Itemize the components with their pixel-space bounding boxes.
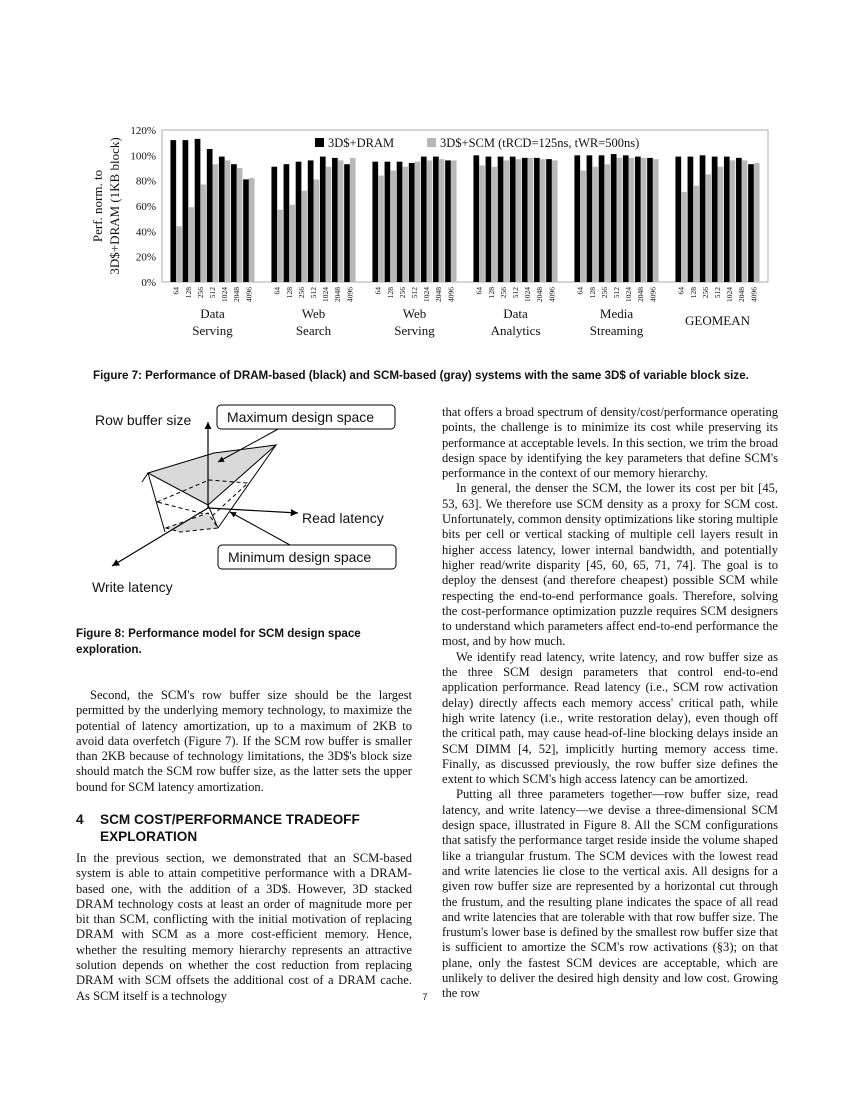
x-tick-label: 256: [700, 287, 710, 299]
bar-dram: [271, 167, 277, 282]
bar-scm: [390, 171, 396, 282]
x-tick-label: 1024: [220, 287, 230, 302]
bar-scm: [188, 207, 194, 282]
x-tick-label: 512: [410, 287, 419, 299]
bar-scm: [552, 160, 558, 282]
x-tick-label: 64: [272, 287, 282, 295]
bar-dram: [284, 164, 290, 282]
paragraph: that offers a broad spectrum of density/cost/performance operating points, the challenge is to minimize its cost while preserving its performance at acceptable levels. In this section, we trim the broad design space by identifying the key parameters that define SCM's performance in the context of our memory hierarchy.: [442, 405, 778, 481]
bars: [170, 139, 759, 282]
y-axis-label: [90, 137, 122, 274]
bar-scm: [427, 160, 433, 282]
bar-dram: [700, 155, 706, 282]
x-tick-label: 256: [498, 287, 508, 299]
x-tick-label: 4096: [244, 287, 254, 302]
x-tick-label: 128: [284, 287, 294, 299]
bar-dram: [421, 157, 427, 282]
legend-swatch: [315, 138, 324, 147]
x-tick-label: 4096: [345, 287, 355, 302]
bar-scm: [439, 159, 445, 282]
x-tick-label: 1024: [321, 287, 331, 302]
x-tick-label: 512: [309, 287, 318, 299]
x-tick-labels: [172, 287, 759, 338]
section-4-heading: [76, 811, 412, 845]
bar-scm: [754, 163, 760, 282]
bar-scm: [491, 167, 497, 282]
bar-scm: [718, 167, 724, 282]
bar-scm: [629, 158, 635, 282]
bar-scm: [314, 179, 320, 282]
bar-scm: [693, 186, 699, 282]
y-tick-label: 80%: [135, 175, 156, 188]
bar-scm: [249, 178, 255, 282]
label-min-design-space: Minimum design space: [228, 549, 372, 565]
bar-scm: [350, 158, 356, 282]
bar-scm: [451, 160, 457, 282]
bar-dram: [599, 155, 605, 282]
bar-scm: [338, 160, 344, 282]
bar-scm: [730, 160, 736, 282]
x-tick-label: 2048: [535, 287, 545, 302]
y-tick-label: 0%: [141, 277, 156, 289]
x-tick-label: 2048: [232, 287, 242, 302]
group-label: Web: [301, 306, 326, 321]
left-column-top: [76, 688, 412, 795]
bar-dram: [170, 140, 176, 282]
paragraph: We identify read latency, write latency, and row buffer size as the three SCM design parameters that control end-to-end application performance. Read latency (i.e., SCM row activation delay) directly affects each memory access' critical path, while high write latency (i.e., write restoration delay), even though off the critical path, may cause head-of-line blocking delays inside an SCM DIMM [4, 52], implicitly hurting memory access time. Finally, as discussed previously, the row buffer size defines the extent to which SCM's high access latency can be amortized.: [442, 649, 778, 787]
y-tick-label: 60%: [135, 201, 156, 213]
x-tick-label: 4096: [446, 287, 456, 302]
y-tick-label: 120%: [130, 125, 156, 137]
bar-dram: [611, 154, 617, 282]
bar-scm: [415, 162, 421, 282]
x-tick-label: 1024: [523, 287, 533, 302]
bar-dram: [231, 164, 237, 282]
bar-dram: [296, 162, 302, 282]
bar-dram: [712, 157, 718, 282]
x-tick-label: 256: [599, 287, 609, 299]
bar-scm: [653, 159, 659, 282]
bar-dram: [397, 162, 403, 282]
y-tick-label: 40%: [135, 226, 156, 239]
bar-dram: [332, 158, 338, 282]
paragraph: In the previous section, we demonstrated that an SCM-based system is able to attain competitive performance with a DRAM-based one, with the addition of a 3D$. However, 3D stacked DRAM technology costs at least an order of magnitude more per bit than SCM, conflicting with the initial motivation of replacing DRAM with SCM as a more cost-efficient memory. Hence, whether the resulting memory hierarchy represents an attractive solution depends on whether the cost reduction from replacing DRAM with SCM offsets the additional cost of a DRAM cache. As SCM itself is a technology: [76, 851, 412, 1003]
bar-scm: [301, 191, 307, 282]
x-tick-label: 128: [587, 287, 597, 299]
bar-scm: [200, 184, 206, 282]
bar-dram: [473, 155, 479, 282]
bar-dram: [486, 157, 492, 282]
figure-8-caption: Figure 8: Performance model for SCM design space exploration.: [76, 627, 361, 656]
bar-dram: [243, 179, 249, 282]
group-label: Serving: [192, 323, 233, 338]
legend-swatch: [427, 138, 436, 147]
bar-scm: [604, 164, 610, 282]
bar-scm: [402, 167, 408, 282]
group-label: Data: [200, 306, 225, 321]
x-tick-label: 2048: [434, 287, 444, 302]
bar-scm: [580, 171, 586, 282]
x-tick-label: 64: [575, 287, 585, 295]
x-tick-label: 4096: [749, 287, 759, 302]
bar-dram: [320, 157, 326, 282]
x-tick-label: 128: [486, 287, 496, 299]
page-number: 7: [422, 992, 428, 1002]
bar-scm: [176, 226, 182, 282]
bar-dram: [574, 155, 580, 282]
x-tick-label: 512: [511, 287, 520, 299]
bar-dram: [587, 155, 593, 282]
bar-dram: [183, 140, 189, 282]
y-axis-label-line: 3D$+DRAM (1KB block): [107, 137, 122, 275]
figure-7-caption: Figure 7: Performance of DRAM-based (black) and SCM-based (gray) systems with the same 3D$ of variable block size.: [93, 369, 749, 382]
axis-label-write-latency: Write latency: [92, 579, 173, 595]
section-title-line2: EXPLORATION: [100, 829, 198, 844]
group-label: Media: [599, 306, 634, 321]
bar-scm: [237, 168, 243, 282]
bar-dram: [748, 164, 754, 282]
x-tick-label: 512: [612, 287, 621, 299]
y-tick-label: 20%: [135, 251, 156, 264]
bar-scm: [289, 205, 295, 282]
bar-scm: [641, 158, 647, 282]
bar-dram: [219, 157, 225, 282]
section-number: 4: [76, 812, 84, 827]
section-title-line1: SCM COST/PERFORMANCE TRADEOFF: [100, 812, 360, 827]
bar-dram: [433, 157, 439, 282]
bar-scm: [277, 210, 283, 282]
group-label: Data: [503, 306, 528, 321]
bar-dram: [498, 157, 504, 282]
x-tick-label: 512: [208, 287, 217, 299]
x-tick-label: 256: [296, 287, 306, 299]
bar-dram: [688, 157, 694, 282]
bar-scm: [681, 192, 687, 282]
left-column-bottom: [76, 851, 412, 1004]
x-tick-label: 64: [474, 287, 484, 295]
group-label: GEOMEAN: [685, 313, 750, 328]
x-tick-label: 4096: [547, 287, 557, 302]
x-tick-label: 1024: [624, 287, 634, 302]
bar-dram: [308, 160, 314, 282]
bar-scm: [540, 159, 546, 282]
group-label: Search: [295, 323, 332, 338]
group-label: Serving: [394, 323, 435, 338]
x-tick-label: 4096: [648, 287, 658, 302]
paragraph: Second, the SCM's row buffer size should be the largest permitted by the underlying memory technology, to maximize the potential of latency amortization, up to a maximum of 2KB to avoid data overfetch (Figure 7). If the SCM row buffer is smaller than 2KB because of technology limitations, the 3D$'s block size should match the SCM row buffer size, as the latter sets the upper bound for SCM latency amortization.: [76, 688, 412, 794]
bar-dram: [445, 160, 451, 282]
bar-dram: [623, 155, 629, 282]
bar-scm: [326, 167, 332, 282]
x-tick-label: 64: [373, 287, 383, 295]
axis-label-row-buffer: Row buffer size: [95, 412, 192, 428]
bar-scm: [617, 158, 623, 282]
bar-dram: [510, 157, 516, 282]
bar-scm: [528, 158, 534, 282]
bar-dram: [675, 157, 681, 282]
bar-scm: [742, 160, 748, 282]
y-axis-label-line: Perf. norm. to: [90, 169, 105, 243]
group-label: Streaming: [589, 323, 644, 338]
x-tick-label: 512: [713, 287, 722, 299]
legend: [315, 136, 639, 150]
bar-scm: [213, 164, 219, 282]
bar-dram: [635, 157, 641, 282]
bar-dram: [372, 162, 378, 282]
bar-scm: [516, 159, 522, 282]
axis-label-read-latency: Read latency: [302, 510, 384, 526]
x-tick-label: 2048: [636, 287, 646, 302]
legend-label: 3D$+SCM (tRCD=125ns, tWR=500ns): [440, 136, 640, 150]
group-label: Analytics: [490, 323, 541, 338]
bar-dram: [207, 149, 213, 282]
x-tick-label: 128: [385, 287, 395, 299]
bar-scm: [225, 160, 231, 282]
bar-scm: [705, 174, 711, 282]
figure-7-chart: [70, 118, 790, 353]
bar-dram: [385, 162, 391, 282]
bar-scm: [378, 176, 384, 282]
group-label: Web: [402, 306, 427, 321]
bar-dram: [724, 157, 730, 282]
bar-scm: [592, 167, 598, 282]
bar-scm: [503, 160, 509, 282]
bar-dram: [546, 159, 552, 282]
label-max-design-space: Maximum design space: [227, 409, 375, 425]
write-latency-axis: [112, 508, 208, 566]
x-tick-label: 128: [688, 287, 698, 299]
x-tick-label: 64: [171, 287, 181, 295]
bar-dram: [522, 158, 528, 282]
x-tick-label: 2048: [333, 287, 343, 302]
bar-dram: [534, 158, 540, 282]
read-latency-axis: [208, 508, 298, 513]
x-tick-label: 128: [183, 287, 193, 299]
bar-dram: [647, 158, 653, 282]
bar-dram: [344, 164, 350, 282]
x-tick-label: 2048: [737, 287, 747, 302]
paragraph: In general, the denser the SCM, the lower its cost per bit [45, 53, 63]. We therefore use SCM density as a proxy for SCM cost. Unfortunately, common density optimizations like storing multiple bits per cell or vertical stacking of multiple cell layers result in higher access latency, lower internal bandwidth, and potentially higher read/write disparity [45, 60, 65, 71, 74]. The goal is to deploy the densest (and therefore cheapest) possible SCM while respecting the end-to-end performance goals. Therefore, solving the cost-performance optimization puzzle requires SCM designers to understand which parameters affect end-to-end performance the most, and by how much.: [442, 481, 778, 649]
frustum-top-face: [148, 445, 276, 505]
x-tick-label: 64: [676, 287, 686, 295]
bar-dram: [409, 163, 415, 282]
y-tick-label: 100%: [130, 150, 156, 163]
bar-dram: [195, 139, 201, 282]
x-tick-label: 1024: [725, 287, 735, 302]
x-tick-label: 256: [195, 287, 205, 299]
bar-scm: [479, 165, 485, 282]
paragraph: Putting all three parameters together—row buffer size, read latency, and write latency—we devise a three-dimensional SCM design space, illustrated in Figure 8. All the SCM configurations that satisfy the performance target reside inside the volume shaped like a triangular frustum. The SCM devices with the lowest read and write latencies lie close to the vertical axis. All designs for a given row buffer size are represented by a horizontal cut through the frustum, and the resulting plane indicates the space of all read and write latencies that are tolerable with that row buffer size. The frustum's lower base is defined by the smallest row buffer size that is sufficient to amortize the SCM's row activations (§3); on that plane, only the fastest SCM devices are acceptable, which are unlikely to deliver the desired high density and low cost. Growing the row: [442, 787, 778, 1001]
x-tick-label: 256: [397, 287, 407, 299]
x-tick-label: 1024: [422, 287, 432, 302]
bar-dram: [736, 158, 742, 282]
figure-8-diagram: [80, 400, 420, 605]
right-column: [442, 405, 778, 1002]
legend-label: 3D$+DRAM: [328, 136, 395, 150]
